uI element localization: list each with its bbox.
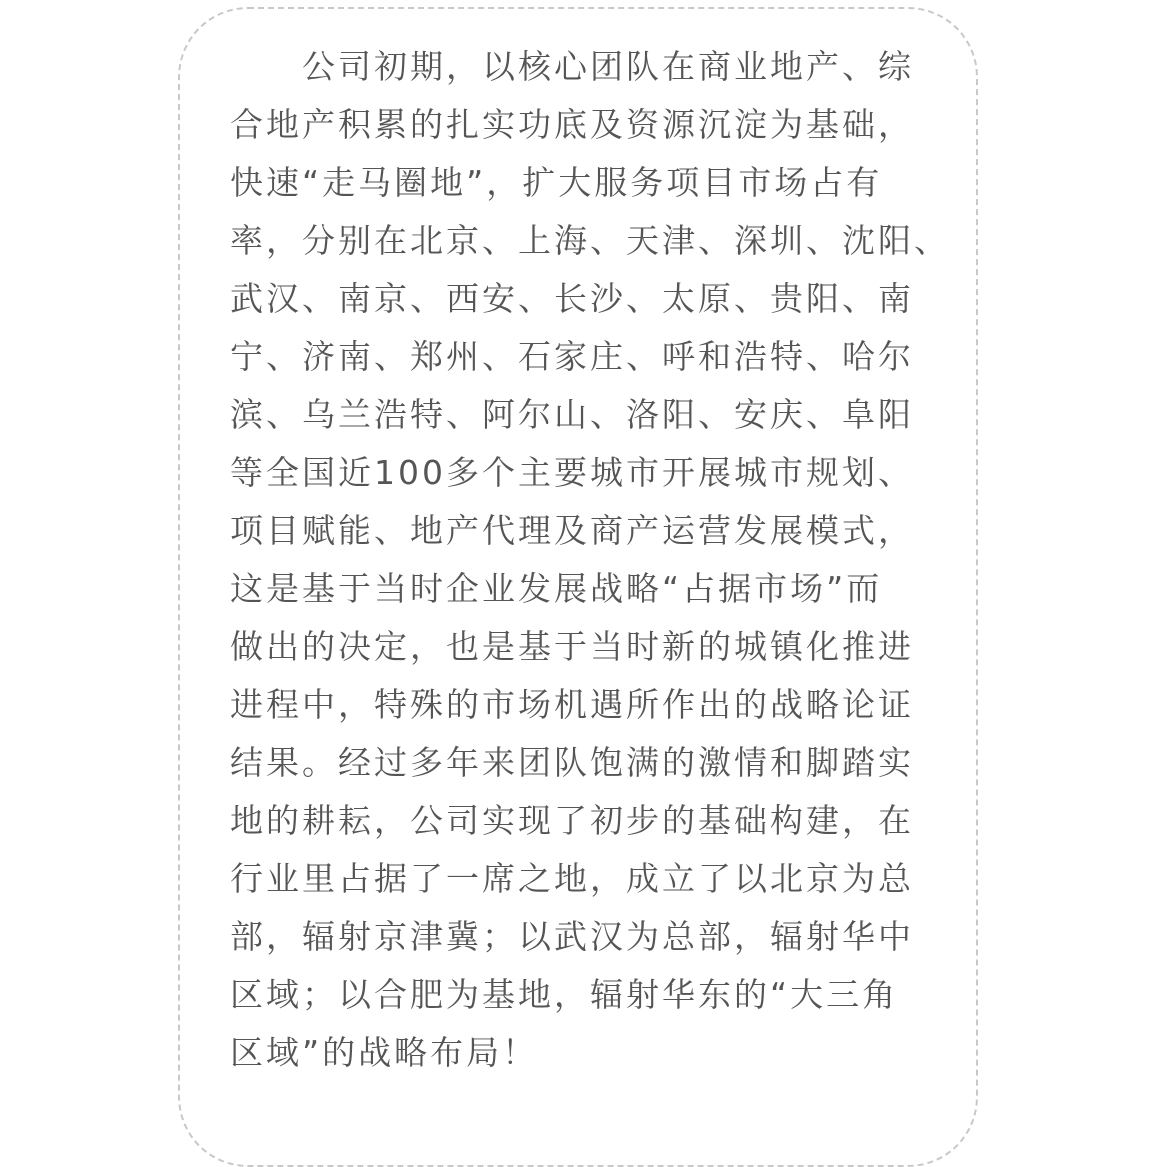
paragraph-line: 行业里占据了一席之地，成立了以北京为总 (230, 859, 914, 898)
paragraph-line: 进程中，特殊的市场机遇所作出的战略论证 (230, 685, 914, 724)
paragraph-line: 结果。经过多年来团队饱满的激情和脚踏实 (230, 743, 914, 782)
paragraph-line: 率，分别在北京、上海、天津、深圳、沈阳、 (230, 221, 950, 260)
paragraph-line: 部，辐射京津冀；以武汉为总部，辐射华中 (230, 917, 914, 956)
paragraph-line: 等全国近100多个主要城市开展城市规划、 (230, 453, 914, 492)
paragraph-line: 滨、乌兰浩特、阿尔山、洛阳、安庆、阜阳 (230, 395, 914, 434)
article-paragraph (230, 38, 950, 1082)
paragraph-line: 区域”的战略布局！ (230, 1033, 539, 1072)
paragraph-line: 地的耕耘，公司实现了初步的基础构建，在 (230, 801, 914, 840)
paragraph-line: 武汉、南京、西安、长沙、太原、贵阳、南 (230, 279, 914, 318)
paragraph-line: 宁、济南、郑州、石家庄、呼和浩特、哈尔 (230, 337, 914, 376)
paragraph-line: 区域；以合肥为基地，辐射华东的“大三角 (230, 975, 899, 1014)
paragraph-line: 快速“走马圈地”，扩大服务项目市场占有 (230, 163, 883, 202)
paragraph-line: 做出的决定，也是基于当时新的城镇化推进 (230, 627, 914, 666)
paragraph-line: 项目赋能、地产代理及商产运营发展模式， (230, 511, 914, 550)
paragraph-line: 这是基于当时企业发展战略“占据市场”而 (230, 569, 883, 608)
paragraph-line: 合地产积累的扎实功底及资源沉淀为基础， (230, 105, 914, 144)
paragraph-line: 公司初期，以核心团队在商业地产、综 (230, 47, 914, 86)
